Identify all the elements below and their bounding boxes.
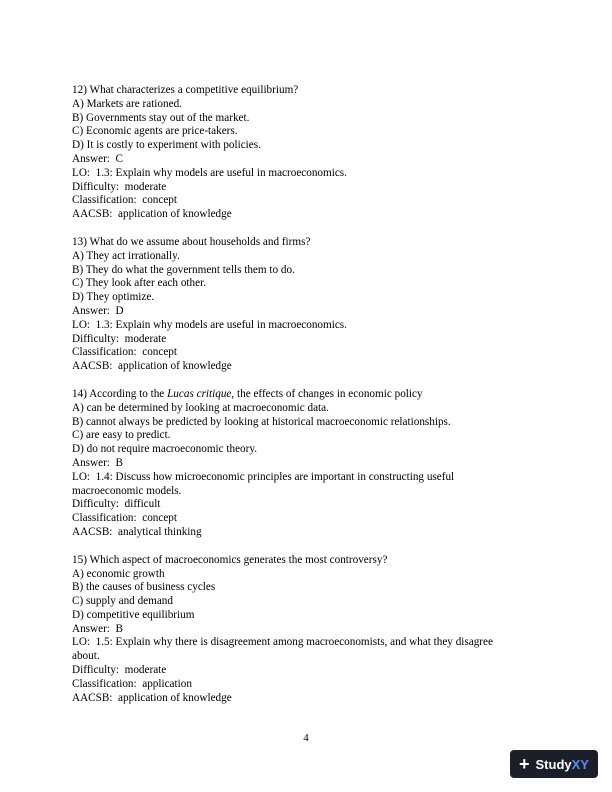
brand-text xyxy=(536,757,589,772)
option-a: A) Markets are rationed. xyxy=(72,97,182,110)
question-15 xyxy=(72,554,540,706)
option-d: D) do not require macroeconomic theory. xyxy=(72,443,258,456)
brand-xy: XY xyxy=(571,756,589,772)
learning-objective-cont: macroeconomic models. xyxy=(72,484,182,497)
difficulty: Difficulty: difficult xyxy=(72,498,161,511)
prompt-emphasis: Lucas critique xyxy=(167,387,232,400)
option-c: C) supply and demand xyxy=(72,595,173,608)
classification: Classification: application xyxy=(72,677,192,690)
question-prompt: 15) Which aspect of macroeconomics generates the most controversy? xyxy=(72,553,388,566)
classification: Classification: concept xyxy=(72,346,178,359)
prompt-pre: 14) According to the xyxy=(72,387,168,400)
option-b: B) Governments stay out of the market. xyxy=(72,111,250,124)
option-c: C) are easy to predict. xyxy=(72,429,171,442)
classification: Classification: concept xyxy=(72,512,178,525)
option-d: D) It is costly to experiment with policies. xyxy=(72,139,261,152)
classification: Classification: concept xyxy=(72,194,178,207)
page-number: 4 xyxy=(303,732,309,744)
option-d: D) They optimize. xyxy=(72,291,155,304)
option-c: C) They look after each other. xyxy=(72,277,206,290)
difficulty: Difficulty: moderate xyxy=(72,180,167,193)
learning-objective: LO: 1.3: Explain why models are useful in macroeconomics. xyxy=(72,166,347,179)
learning-objective: LO: 1.4: Discuss how microeconomic principles are important in constructing useful xyxy=(72,470,455,483)
prompt-post: , the effects of changes in economic policy xyxy=(231,387,423,400)
option-a: A) can be determined by looking at macroeconomic data. xyxy=(72,401,329,414)
option-d: D) competitive equilibrium xyxy=(72,608,195,621)
learning-objective: LO: 1.5: Explain why there is disagreement among macroeconomists, and what they disagree xyxy=(72,636,493,649)
question-prompt xyxy=(72,388,540,402)
aacsb: AACSB: application of knowledge xyxy=(72,691,232,704)
answer: Answer: C xyxy=(72,152,123,165)
aacsb: AACSB: analytical thinking xyxy=(72,525,202,538)
answer: Answer: B xyxy=(72,622,123,635)
option-b: B) the causes of business cycles xyxy=(72,581,216,594)
difficulty: Difficulty: moderate xyxy=(72,332,167,345)
question-14 xyxy=(72,388,540,540)
studyxy-badge[interactable] xyxy=(510,750,598,778)
brand-study: Study xyxy=(535,756,572,772)
answer: Answer: B xyxy=(72,456,123,469)
learning-objective: LO: 1.3: Explain why models are useful in macroeconomics. xyxy=(72,318,347,331)
question-prompt: 13) What do we assume about households and firms? xyxy=(72,235,311,248)
option-a: A) They act irrationally. xyxy=(72,249,180,262)
question-13 xyxy=(72,236,540,374)
question-prompt: 12) What characterizes a competitive equilibrium? xyxy=(72,84,299,96)
option-b: B) cannot always be predicted by looking at historical macroeconomic relationships. xyxy=(72,415,451,428)
plus-icon: + xyxy=(519,754,530,774)
question-12 xyxy=(72,84,540,222)
aacsb: AACSB: application of knowledge xyxy=(72,360,232,373)
answer: Answer: D xyxy=(72,304,124,317)
learning-objective-cont: about. xyxy=(72,650,100,663)
aacsb: AACSB: application of knowledge xyxy=(72,208,232,221)
option-b: B) They do what the government tells them to do. xyxy=(72,263,295,276)
difficulty: Difficulty: moderate xyxy=(72,664,167,677)
option-a: A) economic growth xyxy=(72,567,165,580)
question-list xyxy=(72,84,540,719)
option-c: C) Economic agents are price-takers. xyxy=(72,125,238,138)
